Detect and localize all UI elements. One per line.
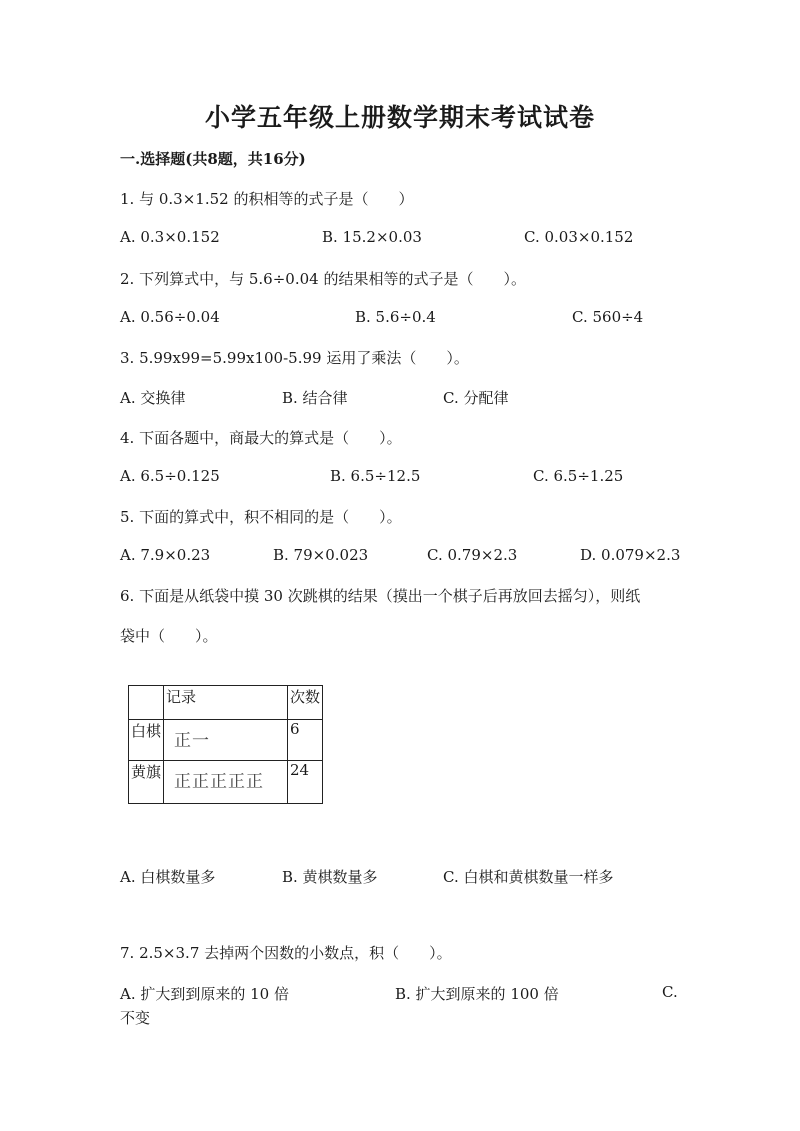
q1-option-b: B. 15.2×0.03	[322, 228, 422, 246]
section-heading: 一.选择题(共8题，共16分)	[120, 150, 306, 168]
question-4: 4. 下面各题中，商最大的算式是（ ）。	[120, 429, 402, 447]
tally-header-count: 次数	[288, 686, 323, 720]
question-7: 7. 2.5×3.7 去掉两个因数的小数点，积（ ）。	[120, 944, 452, 962]
question-6-line-1: 6. 下面是从纸袋中摸 30 次跳棋的结果（摸出一个棋子后再放回去摇匀），则纸	[120, 587, 641, 605]
q1-option-c: C. 0.03×0.152	[524, 228, 634, 246]
tally-header-empty	[129, 686, 164, 720]
tally-marks: 正正正正正	[164, 761, 288, 804]
q4-option-c: C. 6.5÷1.25	[533, 467, 624, 485]
q4-option-b: B. 6.5÷12.5	[330, 467, 421, 485]
question-6-line-2: 袋中（ ）。	[120, 627, 218, 645]
q2-option-c: C. 560÷4	[572, 308, 644, 326]
q7-option-a: A. 扩大到到原来的 10 倍	[120, 985, 289, 1003]
tally-count: 24	[288, 761, 323, 804]
tally-row-label: 白棋	[129, 720, 164, 761]
q3-option-a: A. 交换律	[120, 389, 186, 407]
q5-option-d: D. 0.079×2.3	[580, 546, 681, 564]
q5-option-a: A. 7.9×0.23	[120, 546, 211, 564]
q7-option-b: B. 扩大到原来的 100 倍	[395, 985, 559, 1003]
q5-option-c: C. 0.79×2.3	[427, 546, 518, 564]
question-5: 5. 下面的算式中，积不相同的是（ ）。	[120, 508, 402, 526]
q1-option-a: A. 0.3×0.152	[120, 228, 220, 246]
page-title: 小学五年级上册数学期末考试试卷	[204, 103, 595, 132]
tally-table	[128, 685, 323, 804]
tally-count: 6	[288, 720, 323, 761]
tally-row-label: 黄旗	[129, 761, 164, 804]
q7-option-c-text: 不变	[120, 1009, 151, 1027]
question-3: 3. 5.99x99=5.99x100-5.99 运用了乘法（ ）。	[120, 349, 469, 367]
q3-option-c: C. 分配律	[443, 389, 509, 407]
question-1: 1. 与 0.3×1.52 的积相等的式子是（ ）	[120, 190, 414, 208]
q6-option-a: A. 白棋数量多	[120, 868, 216, 886]
q2-option-a: A. 0.56÷0.04	[120, 308, 220, 326]
q3-option-b: B. 结合律	[282, 389, 348, 407]
q5-option-b: B. 79×0.023	[273, 546, 369, 564]
q2-option-b: B. 5.6÷0.4	[355, 308, 436, 326]
question-2: 2. 下列算式中，与 5.6÷0.04 的结果相等的式子是（ ）。	[120, 270, 526, 288]
tally-header-record: 记录	[164, 686, 288, 720]
q6-option-b: B. 黄棋数量多	[282, 868, 378, 886]
tally-marks: 正一	[164, 720, 288, 761]
q7-option-c: C.	[662, 983, 678, 1001]
q4-option-a: A. 6.5÷0.125	[120, 467, 220, 485]
q6-option-c: C. 白棋和黄棋数量一样多	[443, 868, 614, 886]
